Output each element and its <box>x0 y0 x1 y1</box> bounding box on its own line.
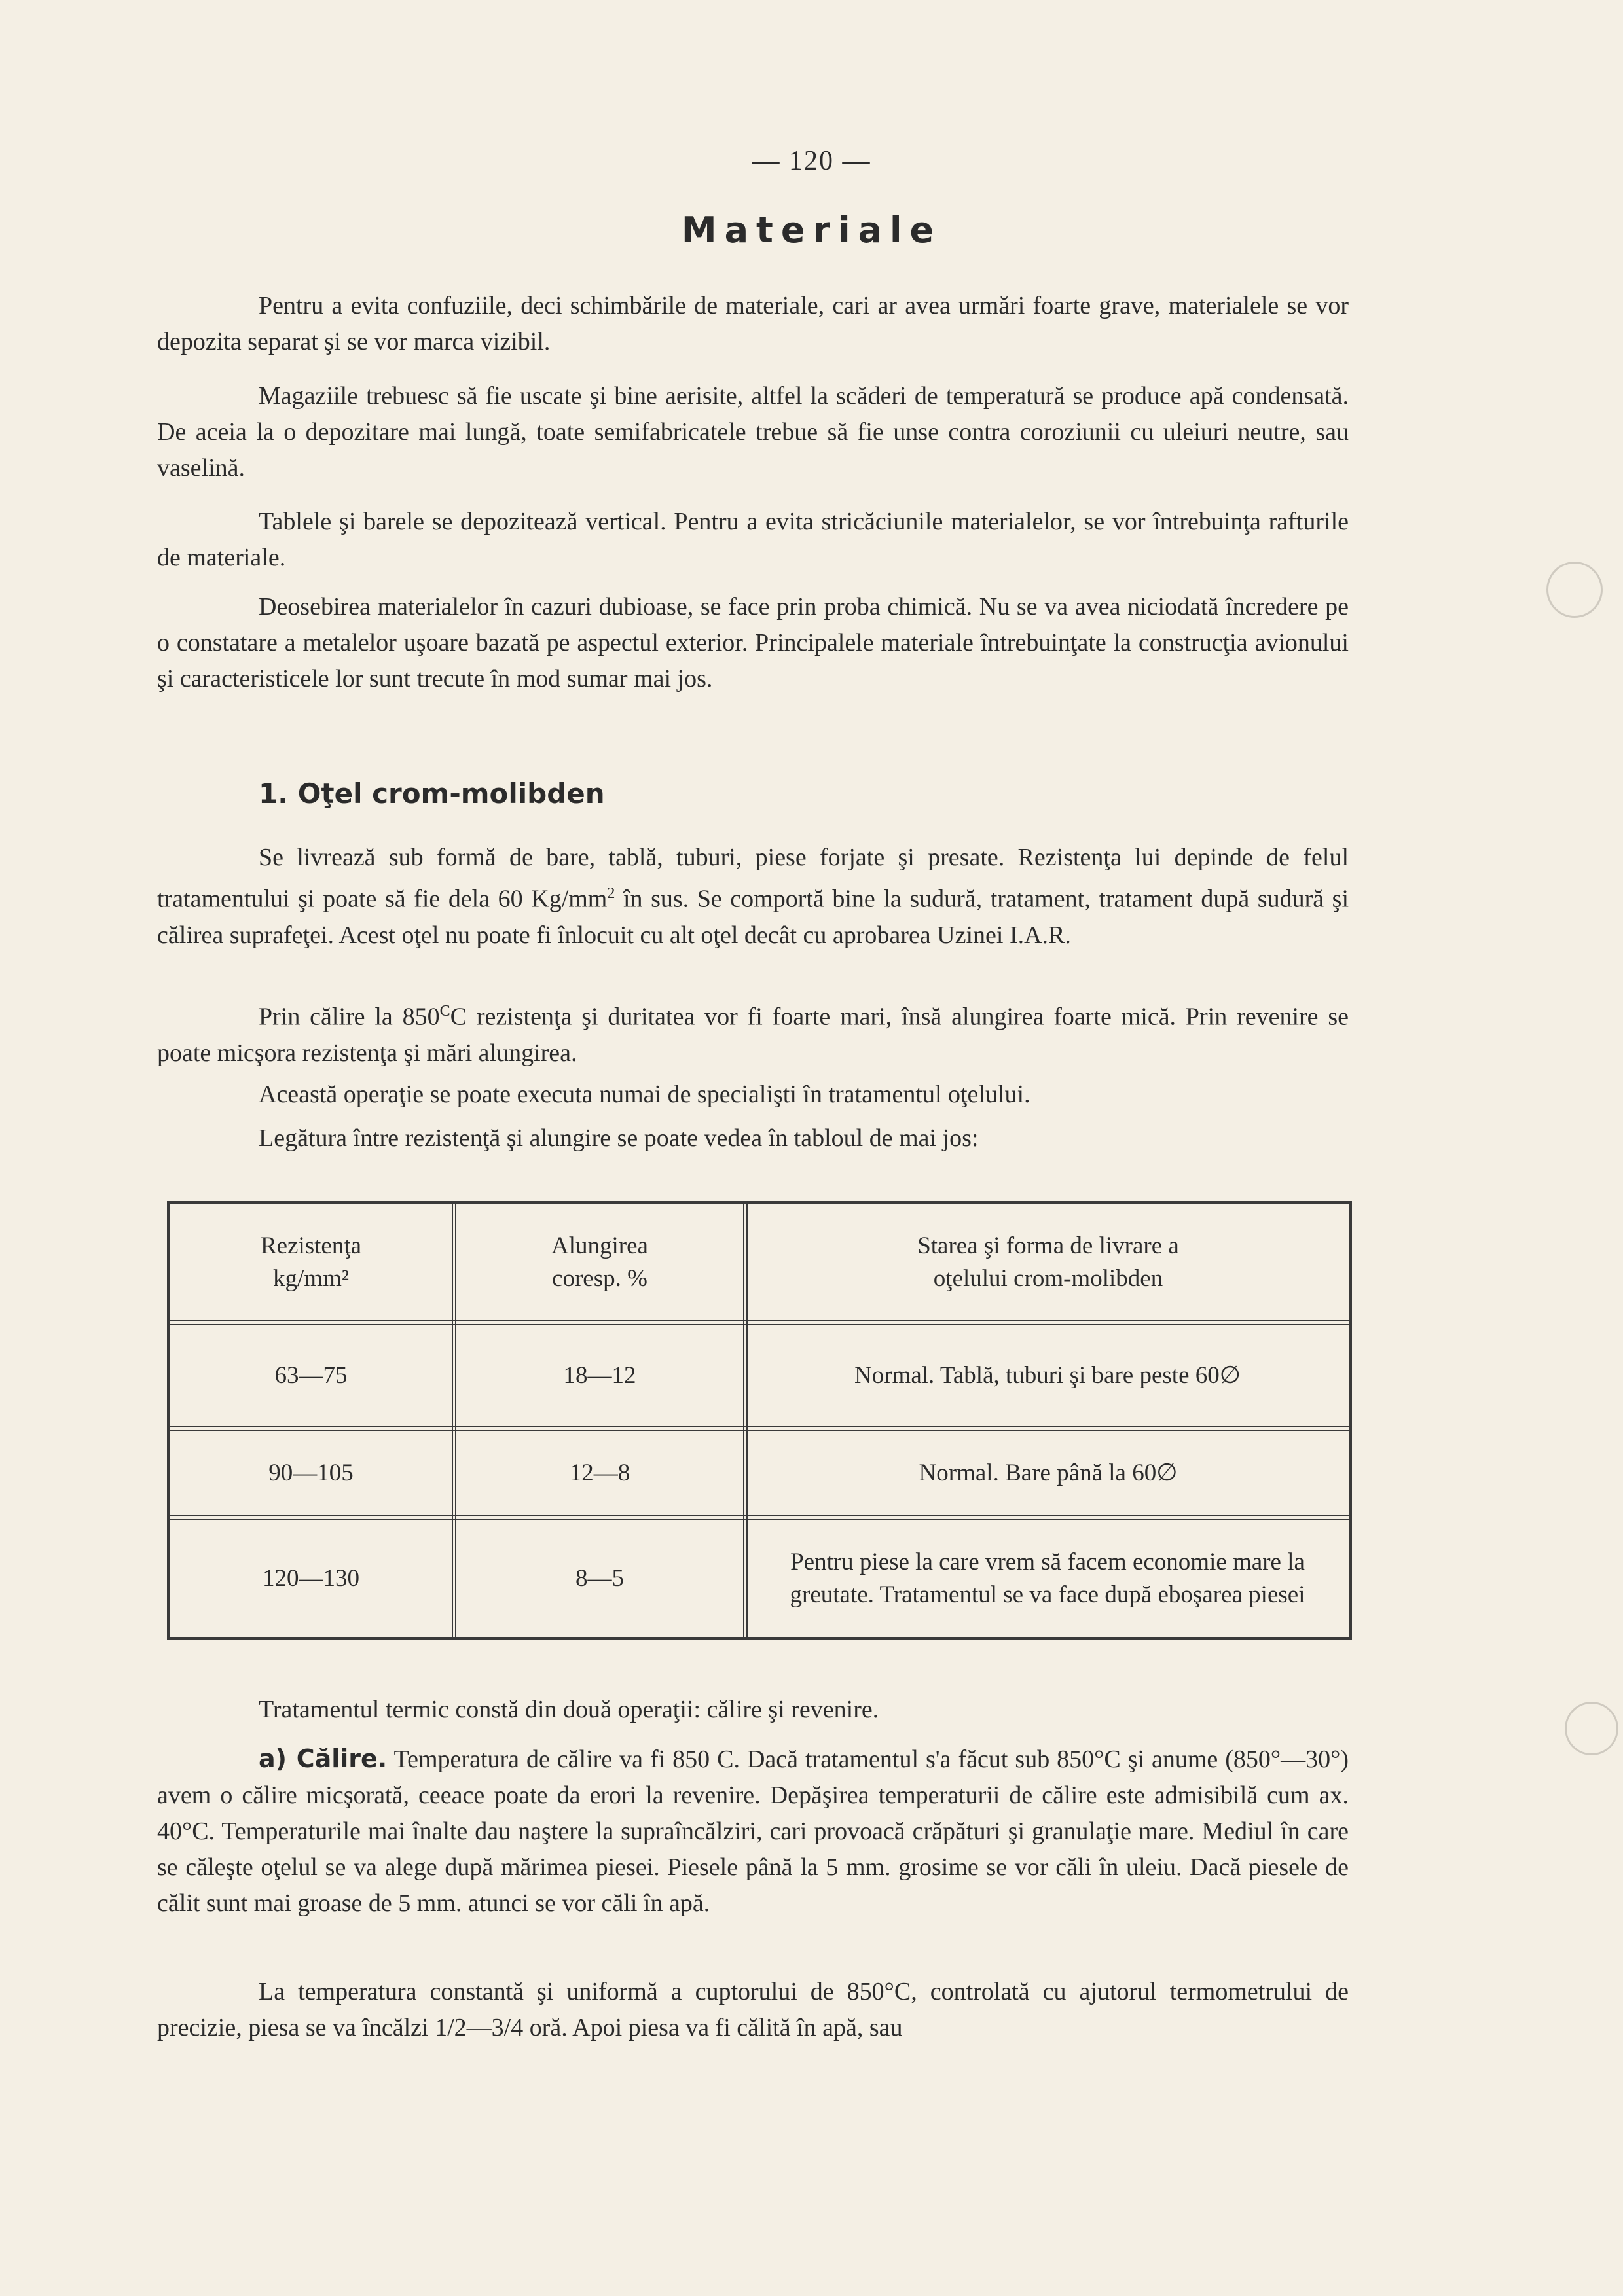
paragraph <box>157 1741 1349 1922</box>
table-cell: 90—105 <box>268 1460 354 1486</box>
table-header-alungirea <box>456 1204 743 1320</box>
table-cell: 120—130 <box>263 1565 359 1592</box>
table-cell: 8—5 <box>575 1565 624 1592</box>
table-column-divider <box>743 1201 744 1640</box>
paragraph: Deosebirea materialelor în cazuri dubioase, se face prin proba chimică. Nu se va avea niciodată încredere pe o constatare a metalelor uşoare bazată pe aspectul exterior. Principalele materiale întrebuinţate la construcţia avionului şi caracteristicele lor sunt trecute în mod sumar mai jos. <box>157 593 1349 692</box>
paragraph <box>157 840 1349 954</box>
paragraph: Tratamentul termic constă din două operaţii: călire şi revenire. <box>259 1696 879 1723</box>
table-row-divider <box>167 1515 1352 1516</box>
punch-hole <box>1546 562 1603 618</box>
paragraph-label: a) Călire. <box>259 1744 388 1773</box>
table-column-divider <box>452 1201 453 1640</box>
header-text: Alungirea <box>551 1232 648 1259</box>
paragraph: Pentru a evita confuziile, deci schimbările de materiale, cari ar avea urmări foarte grave, materialele se vor depozita separat şi se vor marca vizibil. <box>157 292 1349 355</box>
table-cell: 12—8 <box>569 1460 630 1486</box>
page-title: Materiale <box>681 209 942 251</box>
paragraph-text: în sus. Se comportă bine la sudură, tratament, tratament după sudură şi călirea suprafeţei. Acest oţel nu poate fi înlocuit cu alt oţel decât cu aprobarea Uzinei I.A.R. <box>157 885 1349 949</box>
punch-hole <box>1565 1702 1618 1755</box>
paragraph-text: Se livrează sub formă de bare, tablă, tuburi, piese forjate şi presate. Rezistenţa lui depinde de felul tratamentului şi poate să fie dela 60 Kg/mm <box>157 844 1349 913</box>
header-text: kg/mm² <box>273 1265 349 1292</box>
table-cell: 63—75 <box>274 1362 348 1389</box>
data-table <box>167 1201 1352 1640</box>
paragraph <box>157 994 1349 1071</box>
paragraph: La temperatura constantă şi uniformă a cuptorului de 850°C, controlată cu ajutorul termometrului de precizie, piesa se va încălzi 1/2—3/4 oră. Apoi piesa va fi călită în apă, sau <box>157 1978 1349 2041</box>
table-border-left <box>167 1201 170 1640</box>
paragraph: Magaziile trebuesc să fie uscate şi bine aerisite, altfel la scăderi de temperatură se produce apă condensată. De aceia la o depozitare mai lungă, toate semifabricatele trebue să fie unse contra coroziunii cu uleiuri neutre, sau vaselină. <box>157 382 1349 482</box>
paragraph-text: Temperatura de călire va fi 850 C. Dacă tratamentul s'a făcut sub 850°C şi anume (850°—30°) avem o călire micşorată, ceeace poate da erori la revenire. Depăşirea temperaturii de călire este admisibilă cum ax. 40°C. Temperaturile mai înalte dau naştere la supraîncălziri, cari provoacă crăpături şi granulaţie mare. Mediul în care se căleşte oţelul se va alege după mărimea piesei. Piesele până la 5 mm. grosime se vor căli în uleiu. Dacă piesele de călit sunt mai groase de 5 mm. atunci se vor căli în apă. <box>157 1746 1349 1917</box>
table-header-rezistenta <box>170 1204 452 1320</box>
table-cell: Normal. Bare până la 60∅ <box>919 1460 1178 1486</box>
header-text: coresp. % <box>552 1265 647 1292</box>
paragraph-text: Prin călire la 850 <box>259 1003 440 1031</box>
table-cell: Pentru piese la care vrem să facem economie mare la greutate. Tratamentul se va face după eboşarea piesei <box>790 1549 1305 1608</box>
paragraph: Această operaţie se poate executa numai de specialişti în tratamentul oţelului. <box>259 1081 1030 1108</box>
page-number: — 120 — <box>752 146 871 176</box>
superscript: 2 <box>607 885 615 902</box>
paragraph: Legătura între rezistenţă şi alungire se poate vedea în tabloul de mai jos: <box>259 1124 979 1152</box>
superscript: C <box>439 1003 450 1020</box>
header-text: Rezistenţa <box>260 1232 362 1259</box>
table-cell: Normal. Tablă, tuburi şi bare peste 60∅ <box>854 1362 1241 1389</box>
table-row-divider <box>167 1320 1352 1321</box>
header-text: oţelului crom-molibden <box>933 1265 1163 1292</box>
table-row-divider <box>167 1426 1352 1427</box>
section-heading: 1. Oţel crom-molibden <box>259 778 605 810</box>
paragraph: Tablele şi barele se depozitează vertical. Pentru a evita stricăciunile materialelor, se vor întrebuinţa rafturile de materiale. <box>157 508 1349 571</box>
paragraph-text: C rezistenţa şi duritatea vor fi foarte mari, însă alungirea foarte mică. Prin revenire se poate micşora rezistenţa şi mări alungirea. <box>157 1003 1349 1067</box>
header-text: Starea şi forma de livrare a <box>917 1232 1179 1259</box>
table-header-starea <box>748 1204 1349 1320</box>
table-border-bottom <box>167 1637 1352 1640</box>
table-border-right <box>1349 1201 1352 1640</box>
table-cell: 18—12 <box>563 1362 636 1389</box>
